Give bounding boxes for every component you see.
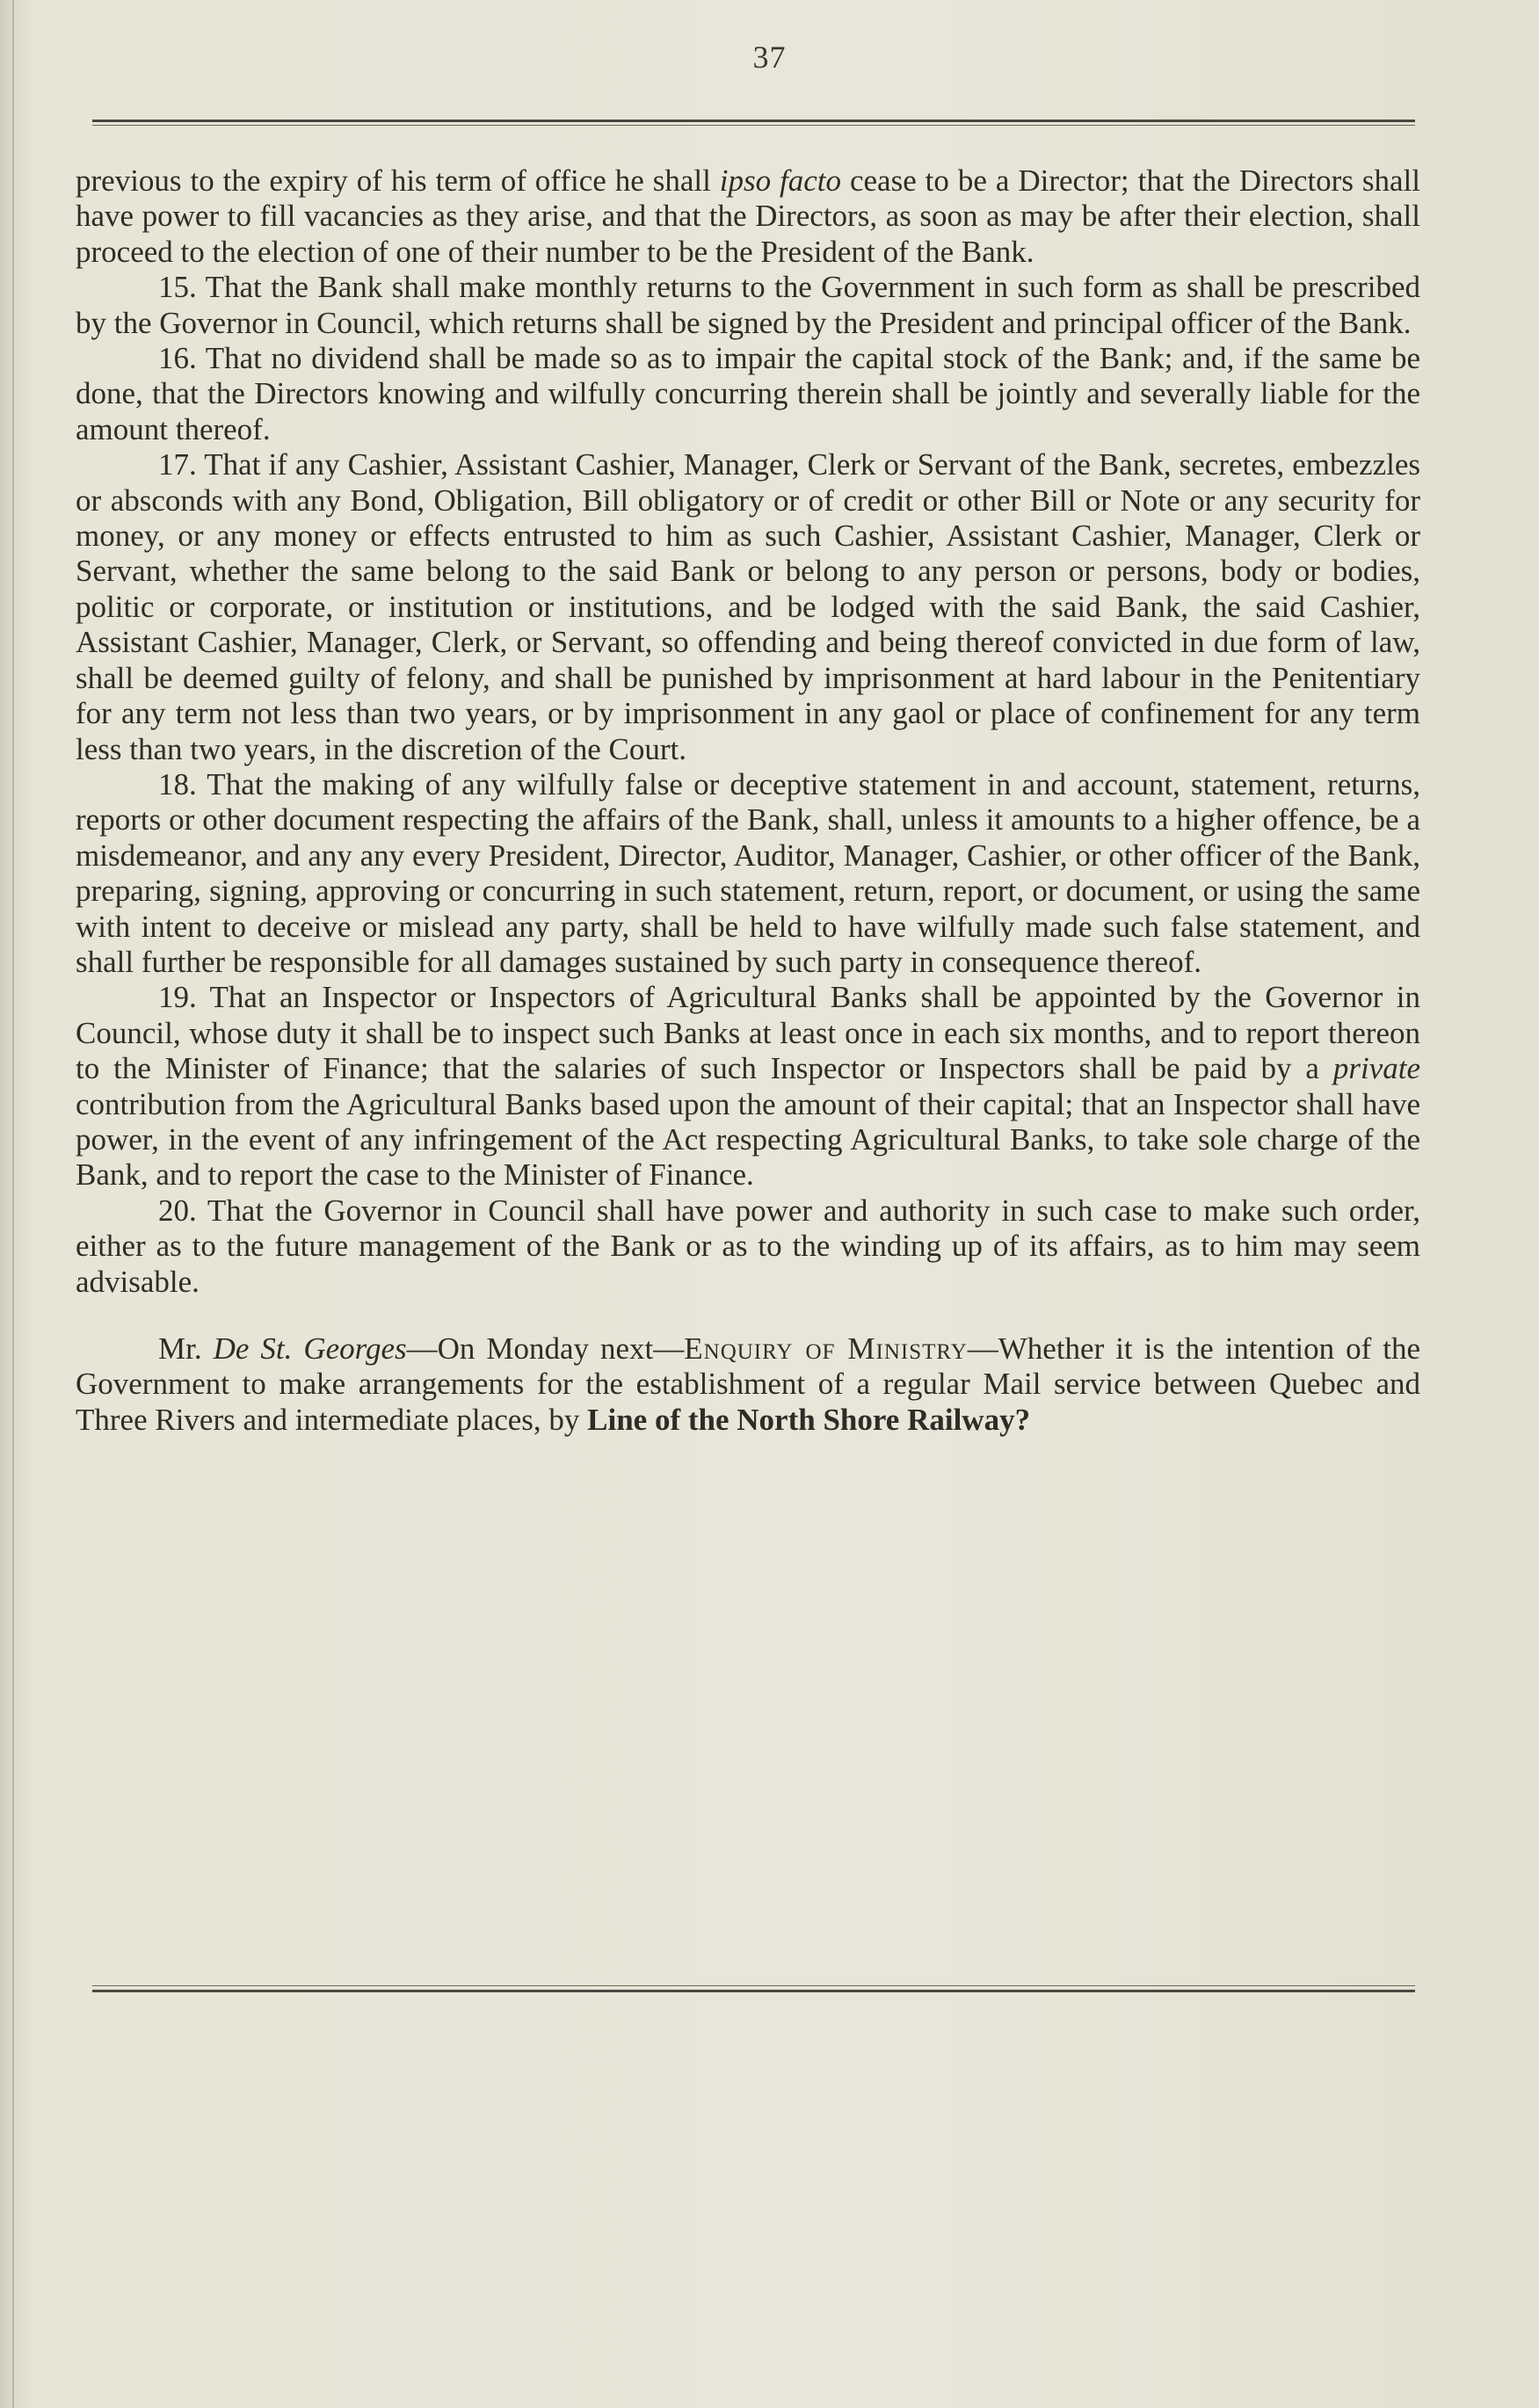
clause-18: 18. That the making of any wilfully false or deceptive statement in and account, statement, returns, reports or other document respecting the affairs of the Bank, shall, unless it amounts to a higher offence, be a misdemeanor, and any any every President, Director, Auditor, Manager, Cashier, or other officer of the Bank, preparing, signing, approving or concurring in such statement, return, report, or document, or using the same with intent to deceive or mislead any party, shall be held to have wilfully made such false statement, and shall further be responsible for all damages sustained by such party in consequence thereof. [76, 766, 1420, 979]
motion-text: —Whether it is the intention of the Government to make arrangements for the establishment of a regular Mail service between Quebec and Three Rivers and intermediate places, by [76, 1331, 1420, 1437]
bottom-rule-thin-line [92, 1985, 1415, 1986]
member-name: De St. Georges [213, 1331, 407, 1366]
intro-text-end: cease to be a Director; that the Directors shall have power to fill vacancies as they arise, and that the Directors, as soon as may be after their election, shall proceed to the election of one of their number to be the President of the Bank. [76, 163, 1420, 269]
clause-20: 20. That the Governor in Council shall have power and authority in such case to make such order, either as to the future management of the Bank or as to the winding up of its affairs, as to him may seem advisable. [76, 1193, 1420, 1299]
clause-15: 15. That the Bank shall make monthly returns to the Government in such form as shall be prescribed by the Governor in Council, which returns shall be signed by the President and principal officer of the Bank. [76, 270, 1420, 340]
bottom-double-rule [92, 1985, 1415, 1992]
bottom-rule-thick-line [92, 1990, 1415, 1992]
top-rule-thin-line [92, 125, 1415, 126]
clause-19-text-start: 19. That an Inspector or Inspectors of Agricultural Banks shall be appointed by the Governor in Council, whose duty it shall be to inspect such Banks at least once in each six months, and to report thereon to the Minister of Finance; that the salaries of such Inspector or Inspectors shall be paid by a [76, 980, 1420, 1086]
document-body [76, 163, 1420, 1438]
ipso-facto-italic: ipso facto [719, 163, 842, 198]
motion-prefix: Mr. [158, 1331, 214, 1366]
motion-heading: Enquiry of Ministry [684, 1331, 968, 1366]
clause-17: 17. That if any Cashier, Assistant Cashier, Manager, Clerk or Servant of the Bank, secretes, embezzles or absconds with any Bond, Obligation, Bill obligatory or of credit or other Bill or Note or any security for money, or any money or effects entrusted to him as such Cashier, Assistant Cashier, Manager, Clerk or Servant, whether the same belong to the said Bank or belong to any person or persons, body or bodies, politic or corporate, or institution or institutions, and be lodged with the said Bank, the said Cashier, Assistant Cashier, Manager, Clerk, or Servant, so offending and being thereof convicted in due form of law, shall be deemed guilty of felony, and shall be punished by imprisonment at hard labour in the Penitentiary for any term not less than two years, or by imprisonment in any gaol or place of confinement for any term less than two years, in the discretion of the Court. [76, 447, 1420, 766]
page-number: 37 [752, 40, 787, 75]
clause-16: 16. That no dividend shall be made so as to impair the capital stock of the Bank; and, if the same be done, that the Directors knowing and wilfully concurring therein shall be jointly and severally liable for the amount thereof. [76, 341, 1420, 446]
paragraph-intro-continued [76, 163, 1420, 270]
top-double-rule [92, 120, 1415, 127]
motion-date: —On Monday next— [406, 1331, 685, 1366]
top-rule-thick-line [92, 120, 1415, 122]
clause-19-text-end: contribution from the Agricultural Banks based upon the amount of their capital; that an Inspector shall have power, in the event of any infringement of the Act respecting Agricultural Banks, to take sole charge of the Bank, and to report the case to the Minister of Finance. [76, 1086, 1420, 1193]
binding-edge [12, 0, 14, 2408]
intro-text-start: previous to the expiry of his term of office he shall [76, 163, 720, 198]
notice-of-motion [76, 1331, 1420, 1438]
private-italic: private [1332, 1051, 1420, 1086]
clause-19 [76, 980, 1420, 1193]
motion-tail: Line of the North Shore Railway? [587, 1402, 1031, 1437]
